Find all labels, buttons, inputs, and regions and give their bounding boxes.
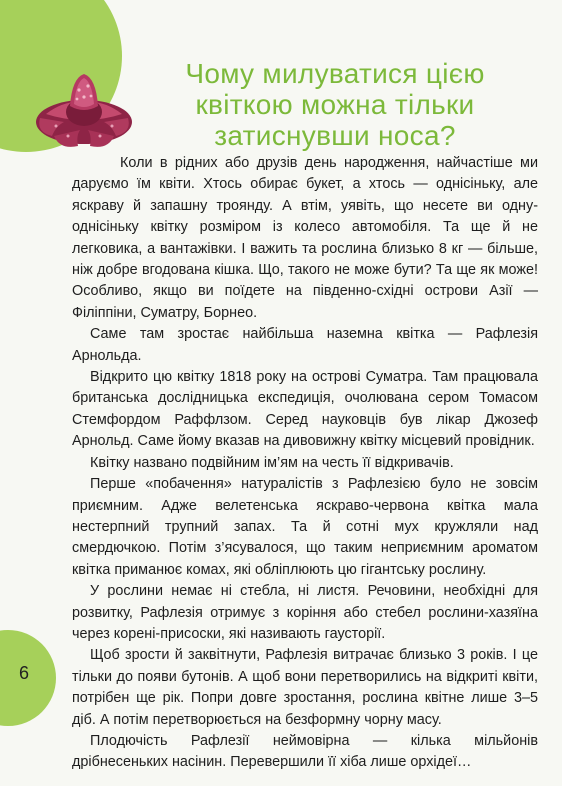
paragraph: Саме там зростає найбільша наземна квітка — Рафлезія Арнольда.: [72, 326, 538, 364]
article-body: [72, 153, 538, 774]
page-title: Чому милуватися цією квіткою можна тільки затиснувши носа?: [185, 58, 485, 151]
paragraph: Перше «побачення» натуралістів з Рафлезією було не зовсім приємним. Адже велетенська яскраво-червона квітка мала нестерпний трупний запах. Та й сотні мух кружляли над смердючкою. Потім з’ясувалося, що таким неприємним ароматом квітка приманює комах, які обліплюють цю гігантську рослину.: [72, 476, 538, 578]
paragraph: Коли в рідних або друзів день народження, найчастіше ми даруємо їм квіти. Хтось обирає букет, а хтось — однісіньку, але яскраву й запашну троянду. А втім, уявіть, що несете ви одну-однісіньку квітку розміром із колесо автомобіля. Та ще й не легковика, а вантажівки. І важить та рослина близько 8 кг — більше, ніж добре вгодована кішка. Що, такого не може бути? Та ще як може! Особливо, якщо ви поїдете на південно-східні острови Азії — Філіппіни, Суматру, Борнео.: [72, 155, 538, 321]
paragraph: Плодючість Рафлезії неймовірна — кілька мільйонів дрібнесеньких насінин. Перевершили її хіба лише орхідеї…: [72, 732, 538, 771]
paragraph: Щоб зрости й заквітнути, Рафлезія витрачає близько 3 років. І це тільки до появи бутонів. А щоб вони перетворились на відкриті квіти, потрібен ще рік. Попри довге зростання, рослина квітне лише 3–5 діб. А потім перетворюється на безформну чорну масу.: [72, 647, 538, 728]
rafflesia-flower-icon: [34, 70, 134, 152]
paragraph: У рослини немає ні стебла, ні листя. Речовини, необхідні для розвитку, Рафлезія отримує з коріння або стебел рослини-хазяїна через корені-присоски, які називають гаусторії.: [72, 583, 538, 642]
paragraph: Відкрито цю квітку 1818 року на острові Суматра. Там працювала британська дослідницька експедиція, очолювана сером Томасом Стемфордом Раффлзом. Серед науковців був лікар Джозеф Арнольд. Саме йому вказав на дивовижну квітку місцевий провідник.: [72, 369, 538, 450]
paragraph: Квітку названо подвійним ім’ям на честь її відкривачів.: [90, 454, 454, 471]
page-number: 6: [18, 663, 29, 683]
